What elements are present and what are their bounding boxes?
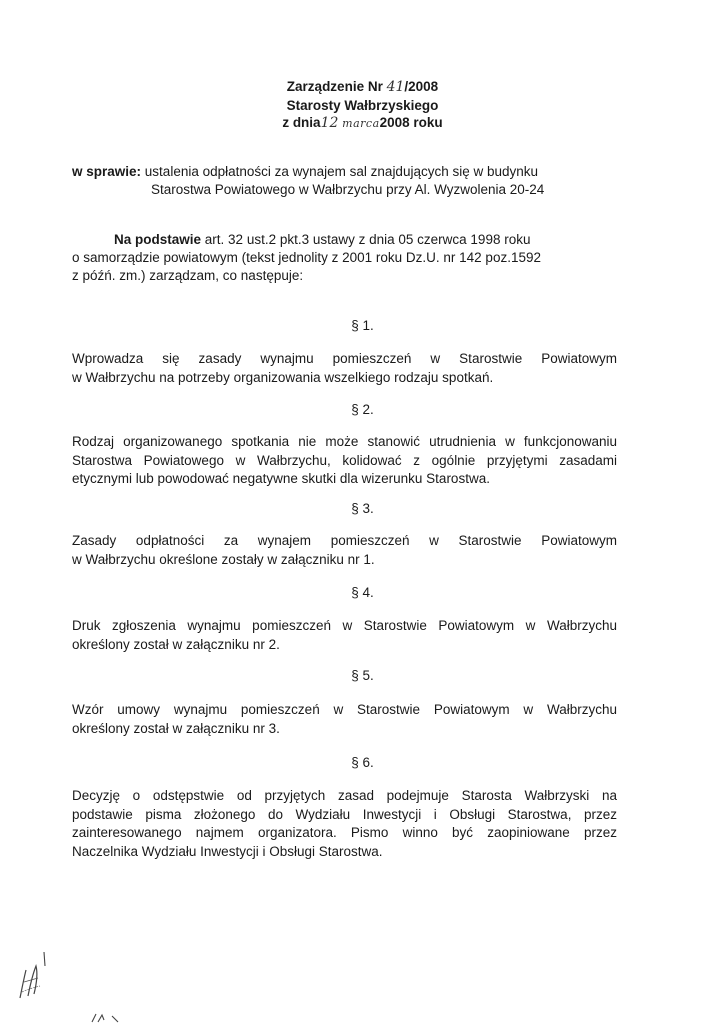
issue-date: z dnia12 marca2008 roku	[282, 115, 443, 131]
section-mark: § 6.	[351, 755, 374, 770]
handwritten-day: 12	[320, 115, 339, 131]
section-text: Zasady odpłatności za wynajem pomieszczeń w Starostwie Powiatowym w Wałbrzychu określone zostały w załączniku nr 1.	[72, 533, 617, 567]
ordinance-number: Zarządzenie Nr 41/2008	[286, 79, 439, 95]
handwritten-month: marca	[342, 117, 380, 130]
subject: w sprawie: ustalenia odpłatności za wynajem sal znajdujących się w budynku Starostwa Powiatowego w Wałbrzychu przy Al. Wyzwolenia 20-24	[72, 164, 545, 197]
subject-label: w sprawie:	[72, 164, 142, 179]
section-text: Decyzję o odstępstwie od przyjętych zasad podejmuje Starosta Wałbrzyski na podstawie pisma złożonego do Wydziału Inwestycji i Obsługi Starostwa, przez zainteresowanego najmem organizatora. Pismo winno być zaopiniowane przez Naczelnika Wydziału Inwestycji i Obsługi Starostwa.	[72, 788, 617, 859]
basis-lead: Na podstawie	[114, 232, 202, 247]
section-text: Druk zgłoszenia wynajmu pomieszczeń w Starostwie Powiatowym w Wałbrzychu określony został w załączniku nr 2.	[72, 618, 617, 652]
section-text: Wzór umowy wynajmu pomieszczeń w Starostwie Powiatowym w Wałbrzychu określony został w załączniku nr 3.	[72, 702, 617, 736]
section-mark: § 5.	[351, 668, 374, 683]
document-header	[0, 78, 725, 133]
issuer: Starosty Wałbrzyskiego	[286, 97, 439, 113]
section-mark: § 2.	[351, 402, 374, 417]
section-mark: § 3.	[351, 501, 374, 516]
section-mark: § 4.	[351, 585, 374, 600]
handwritten-initials	[14, 948, 64, 1008]
section-text: Wprowadza się zasady wynajmu pomieszczeń w Starostwie Powiatowym w Wałbrzychu na potrzeby organizowania wszelkiego rodzaju spotkań.	[72, 351, 617, 385]
section-mark: § 1.	[351, 318, 374, 333]
legal-basis: Na podstawie art. 32 ust.2 pkt.3 ustawy z dnia 05 czerwca 1998 roku o samorządzie powiatowym (tekst jednolity z 2001 roku Dz.U. nr 142 poz.1592 z późń. zm.) zarządzam, co następuje:	[72, 232, 541, 283]
handwritten-mark	[90, 1010, 130, 1024]
section-text: Rodzaj organizowanego spotkania nie może stanowić utrudnienia w funkcjonowaniu Starostwa Powiatowego w Wałbrzychu, kolidować z ogólnie przyjętymi zasadami etycznymi lub powodować negatywne skutki dla wizerunku Starostwa.	[72, 434, 617, 486]
handwritten-number: 41	[386, 79, 405, 95]
